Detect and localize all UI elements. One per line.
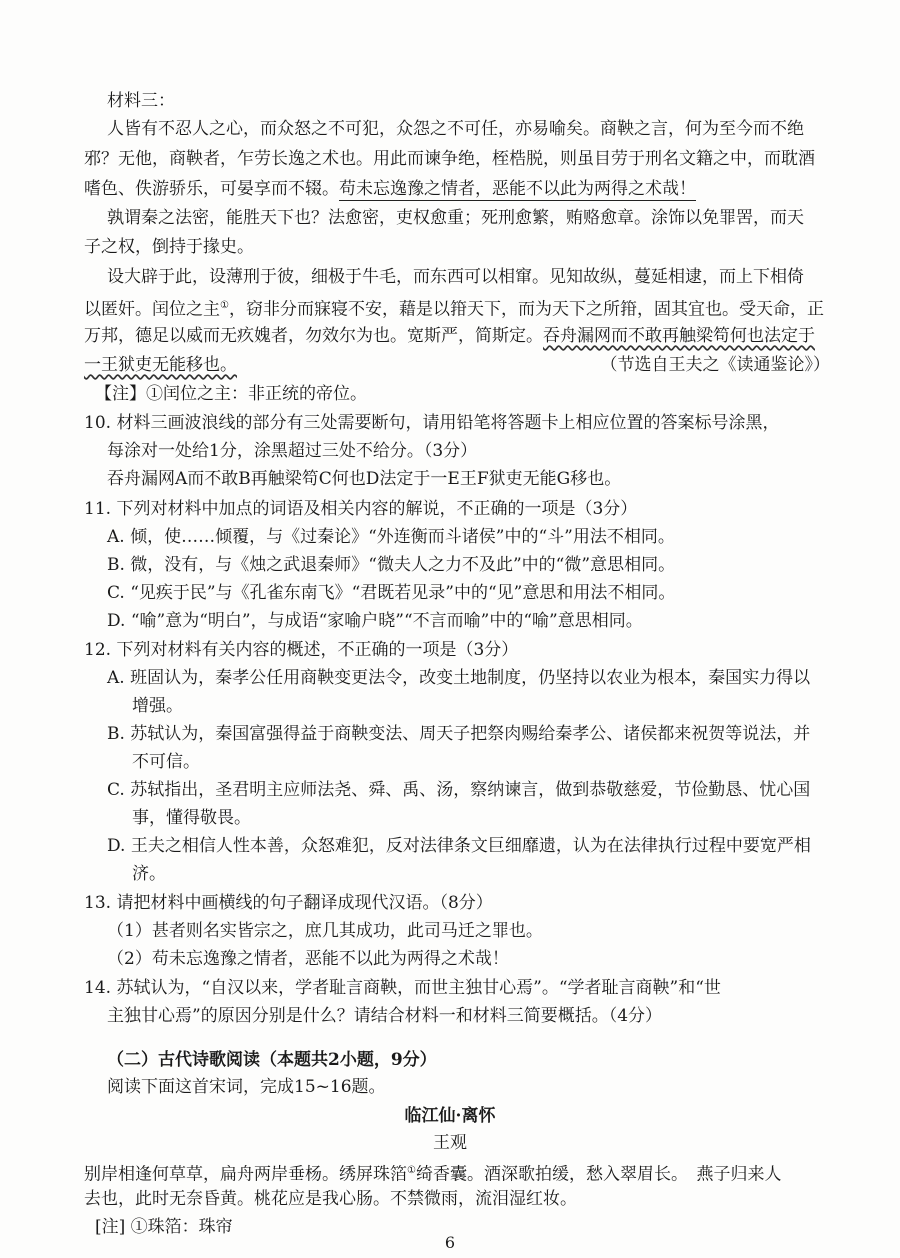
material3-p2-line2: 子之权，倒持于掾史。 — [84, 237, 254, 257]
q11-option-c: C. “见疾于民”与《孔雀东南飞》“君既若见录”中的“见”意思和用法不相同。 — [107, 583, 676, 603]
material3-p3-line2-rest: ，窃非分而寐寝不安，藉是以箝天下，而为天下之所箝，固其宜也。受天命，正 — [228, 299, 824, 320]
poetry-instruction: 阅读下面这首宋词，完成15~16题。 — [107, 1077, 386, 1097]
material3-p3-line2 — [84, 293, 824, 323]
q12-option-a-line1: A. 班固认为，秦孝公任用商鞅变更法令，改变土地制度，仍坚持以农业为根本，秦国实力得以 — [107, 668, 811, 688]
material3-p3-line2-text: 以匿奸。闰位之主 — [84, 299, 220, 320]
poem-text-line1-a: 别岸相逢何草草，扁舟两岸垂杨。绣屏珠箔 — [84, 1164, 407, 1185]
poem-title: 临江仙·离怀 — [404, 1106, 496, 1126]
underlined-sentence-2: 苟未忘逸豫之情者，恶能不以此为两得之术哉！ — [339, 179, 696, 199]
material3-p1-line2: 邪？无他，商鞅者，乍劳长逸之术也。用此而谏争绝，桎梏脱，则虽目劳于刑名文籍之中，而耽酒 — [84, 149, 815, 169]
poem-text-line2: 去也，此时无奈昏黄。桃花应是我心肠。不禁微雨，流泪湿红妆。 — [84, 1189, 577, 1209]
poem-text-line1 — [84, 1158, 781, 1188]
q11-option-b: B. 微，没有，与《烛之武退秦师》“微夫人之力不及此”中的“微”意思相同。 — [107, 555, 676, 575]
q12-option-c-line2: 事，懂得敬畏。 — [132, 808, 251, 828]
material3-note: 【注】①闰位之主：非正统的帝位。 — [95, 384, 367, 404]
material3-p3-line1: 设大辟于此，设薄刑于彼，细极于牛毛，而东西可以相窜。见知故纵，蔓延相逮，而上下相倚 — [107, 267, 804, 287]
material3-p1-line3-text: 嗜色、佚游骄乐，可晏享而不辍。 — [84, 179, 339, 199]
q13-stem: 13. 请把材料中画横线的句子翻译成现代汉语。（8分） — [84, 893, 493, 913]
q12-option-d-line1: D. 王夫之相信人性本善，众怒难犯，反对法律条文巨细靡遗，认为在法律执行过程中要宽严相 — [107, 836, 811, 856]
q12-option-b-line1: B. 苏轼认为，秦国富强得益于商鞅变法、周天子把祭肉赐给秦孝公、诸侯都来祝贺等说法，并 — [107, 724, 811, 744]
material3-p1-line1: 人皆有不忍人之心，而众怒之不可犯，众怨之不可任，亦易喻矣。商鞅之言，何为至今而不绝 — [107, 119, 804, 139]
poetry-section-title: （二）古代诗歌阅读（本题共2小题，9分） — [107, 1050, 437, 1070]
q10-sentence: 吞舟漏网A而不敢B再触梁笱C何也D法定于一E王F狱吏无能G移也。 — [107, 469, 622, 489]
q14-line1: 14. 苏轼认为，“自汉以来，学者耻言商鞅，而世主独甘心焉”。“学者耻言商鞅”和“世 — [84, 978, 721, 998]
q10-line2: 每涂对一处给1分，涂黑超过三处不给分。（3分） — [107, 441, 478, 461]
wavy-line-part2: 一王狱吏无能移也。 — [84, 355, 237, 375]
q13-item2: （2）苟未忘逸豫之情者，恶能不以此为两得之术哉！ — [107, 949, 509, 969]
q11-option-d: D. “喻”意为“明白”，与成语“家喻户晓”“不言而喻”中的“喻”意思相同。 — [107, 611, 643, 631]
material3-p3-line3 — [84, 323, 815, 349]
q11-stem: 11. 下列对材料中加点的词语及相关内容的解说，不正确的一项是（3分） — [84, 499, 638, 519]
material3-p3-line4 — [84, 352, 237, 378]
note-mark: ① — [220, 300, 229, 311]
q12-stem: 12. 下列对材料有关内容的概述，不正确的一项是（3分） — [84, 640, 519, 660]
poem-note: [注] ①珠箔：珠帘 — [95, 1217, 233, 1237]
source-citation: （节选自王夫之《读通鉴论》） — [600, 355, 830, 375]
q12-option-a-line2: 增强。 — [132, 696, 183, 716]
wavy-line-part1: 吞舟漏网而不敢再触梁笱何也法定于 — [543, 326, 815, 346]
material3-p3-line3-text: 万邦，德足以威而无疚媿者，勿效尔为也。宽斯严，简斯定。 — [84, 326, 543, 346]
q13-item1: （1）甚者则名实皆宗之，庶几其成功，此司马迁之罪也。 — [107, 921, 543, 941]
q12-option-b-line2: 不可信。 — [132, 752, 200, 772]
q14-line2: 主独甘心焉”的原因分别是什么？请结合材料一和材料三简要概括。（4分） — [107, 1006, 663, 1026]
q12-option-d-line2: 济。 — [132, 864, 166, 884]
page-number: 6 — [444, 1233, 456, 1252]
q10-line1: 10. 材料三画波浪线的部分有三处需要断句，请用铅笔将答题卡上相应位置的答案标号涂黑， — [84, 413, 780, 433]
poem-author: 王观 — [433, 1133, 467, 1153]
q12-option-c-line1: C. 苏轼指出，圣君明主应师法尧、舜、禹、汤，察纳谏言，做到恭敬慈爱，节俭勤恳、忧心国 — [107, 780, 811, 800]
material3-p2-line1: 孰谓秦之法密，能胜天下也？法愈密，吏权愈重；死刑愈繁，贿赂愈章。涂饰以免罪罟，而天 — [107, 208, 804, 228]
material3-heading: 材料三： — [107, 91, 175, 111]
poem-note-mark: ① — [407, 1165, 416, 1176]
poem-text-line1-b: 绮香囊。酒深歌拍缓，愁入翠眉长。 燕子归来人 — [415, 1164, 782, 1185]
material3-p1-line3 — [84, 176, 696, 202]
q11-option-a: A. 倾，使……倾覆，与《过秦论》“外连衡而斗诸侯”中的“斗”用法不相同。 — [107, 527, 675, 547]
